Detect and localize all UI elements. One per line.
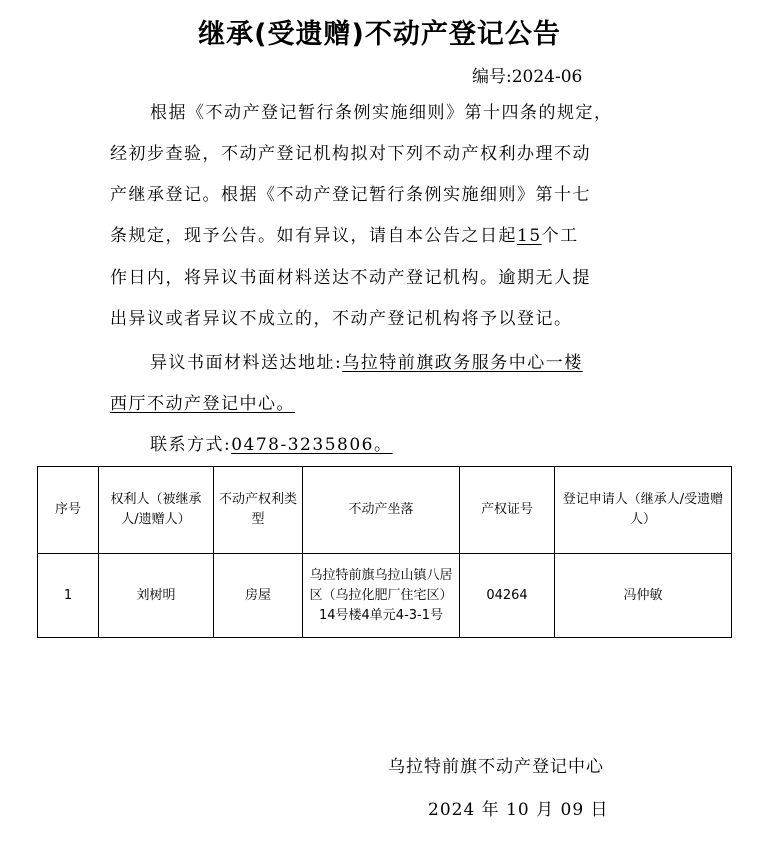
objection-address-cont: 西厅不动产登记中心。 — [110, 394, 295, 414]
document-number: 编号:2024-06 — [472, 67, 583, 87]
objection-address-value: 乌拉特前旗政务服务中心一楼 — [342, 353, 583, 373]
header-right-type: 不动产权利类型 — [214, 467, 303, 554]
body-line-4-text: 条规定，现予公告。如有异议，请自本公告之日起 — [110, 226, 517, 246]
cell-right-holder: 刘树明 — [99, 554, 214, 638]
header-location: 不动产坐落 — [303, 467, 460, 554]
body-line-4 — [110, 224, 579, 248]
body-line-1: 根据《不动产登记暂行条例实施细则》第十四条的规定， — [150, 103, 613, 123]
contact-phone: 0478-3235806。 — [231, 435, 393, 455]
working-days-value: 15 — [517, 226, 542, 246]
body-line-6: 出异议或者异议不成立的，不动产登记机构将予以登记。 — [110, 309, 573, 329]
body-line-2: 经初步查验，不动产登记机构拟对下列不动产权利办理不动 — [110, 144, 591, 164]
header-seq: 序号 — [38, 467, 99, 554]
issue-date: 2024 年 10 月 09 日 — [428, 800, 609, 820]
table-header-row — [38, 467, 732, 554]
objection-address-label: 异议书面材料送达地址: — [150, 353, 343, 373]
table-row — [38, 554, 732, 638]
cell-certificate-no: 04264 — [460, 554, 555, 638]
body-line-5: 作日内，将异议书面材料送达不动产登记机构。逾期无人提 — [110, 268, 591, 288]
contact-label: 联系方式: — [150, 435, 232, 455]
objection-address-line — [150, 351, 583, 375]
header-right-holder: 权利人（被继承人/遗赠人） — [99, 467, 214, 554]
contact-line — [150, 433, 392, 457]
notice-title: 继承(受遗赠)不动产登记公告 — [198, 19, 561, 50]
body-line-3: 产继承登记。根据《不动产登记暂行条例实施细则》第十七 — [110, 185, 591, 205]
body-line-4-end: 个工 — [541, 226, 579, 246]
cell-location: 乌拉特前旗乌拉山镇八居区（乌拉化肥厂住宅区）14号楼4单元4-3-1号 — [303, 554, 460, 638]
header-applicant: 登记申请人（继承人/受遗赠人） — [555, 467, 732, 554]
issuing-organization: 乌拉特前旗不动产登记中心 — [388, 757, 604, 777]
cell-applicant: 冯仲敏 — [555, 554, 732, 638]
cell-seq: 1 — [38, 554, 99, 638]
property-table — [37, 466, 732, 638]
cell-right-type: 房屋 — [214, 554, 303, 638]
header-certificate-no: 产权证号 — [460, 467, 555, 554]
